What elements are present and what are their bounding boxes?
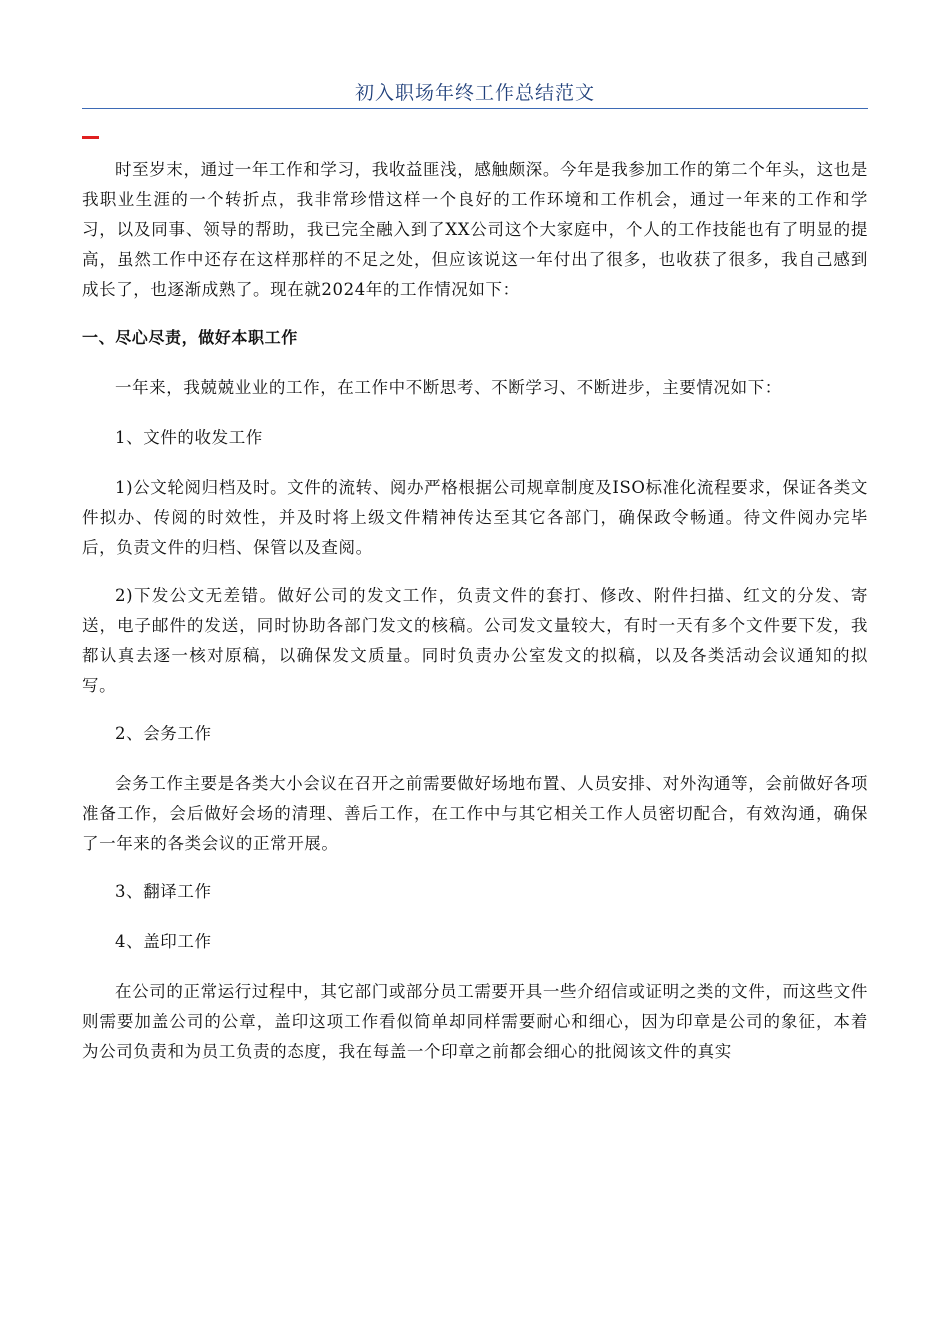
body-paragraph: 一年来，我兢兢业业的工作，在工作中不断思考、不断学习、不断进步，主要情况如下： [115, 378, 782, 397]
body-paragraph: 1)公文轮阅归档及时。文件的流转、阅办严格根据公司规章制度及ISO标准化流程要求，保证各类文件拟办、传阅的时效性，并及时将上级文件精神传达至其它各部门，确保政令畅通。待文件阅办完毕后，负责文件的归档、保管以及查阅。 [82, 478, 868, 557]
body-paragraph: 在公司的正常运行过程中，其它部门或部分员工需要开具一些介绍信或证明之类的文件，而这些文件则需要加盖公司的公章，盖印这项工作看似简单却同样需要耐心和细心，因为印章是公司的象征，本着为公司负责和为员工负责的态度，我在每盖一个印章之前都会细心的批阅该文件的真实 [82, 982, 868, 1061]
subsection-title: 2、会务工作 [115, 724, 212, 743]
subsection-title: 1、文件的收发工作 [115, 428, 263, 447]
section-heading: 一、尽心尽责，做好本职工作 [82, 328, 298, 347]
body-paragraph: 会务工作主要是各类大小会议在召开之前需要做好场地布置、人员安排、对外沟通等，会前做好各项准备工作，会后做好会场的清理、善后工作，在工作中与其它相关工作人员密切配合，有效沟通，确保了一年来的各类会议的正常开展。 [82, 774, 868, 853]
document-header-title: 初入职场年终工作总结范文 [354, 82, 595, 104]
subsection-title: 4、盖印工作 [115, 932, 212, 951]
intro-paragraph: 时至岁末，通过一年工作和学习，我收益匪浅，感触颇深。今年是我参加工作的第二个年头，这也是我职业生涯的一个转折点，我非常珍惜这样一个良好的工作环境和工作机会，通过一年来的工作和学习，以及同事、领导的帮助，我已完全融入到了XX公司这个大家庭中，个人的工作技能也有了明显的提高，虽然工作中还存在这样那样的不足之处，但应该说这一年付出了很多，也收获了很多，我自己感到成长了，也逐渐成熟了。现在就2024年的工作情况如下： [82, 160, 868, 299]
red-dash-mark [82, 136, 99, 139]
subsection-title: 3、翻译工作 [115, 882, 212, 901]
document-body [82, 155, 868, 1085]
body-paragraph: 2)下发公文无差错。做好公司的发文工作，负责文件的套打、修改、附件扫描、红文的分发、寄送，电子邮件的发送，同时协助各部门发文的核稿。公司发文量较大，有时一天有多个文件要下发，我都认真去逐一核对原稿，以确保发文质量。同时负责办公室发文的拟稿，以及各类活动会议通知的拟写。 [82, 586, 868, 695]
header-rule [82, 108, 868, 109]
